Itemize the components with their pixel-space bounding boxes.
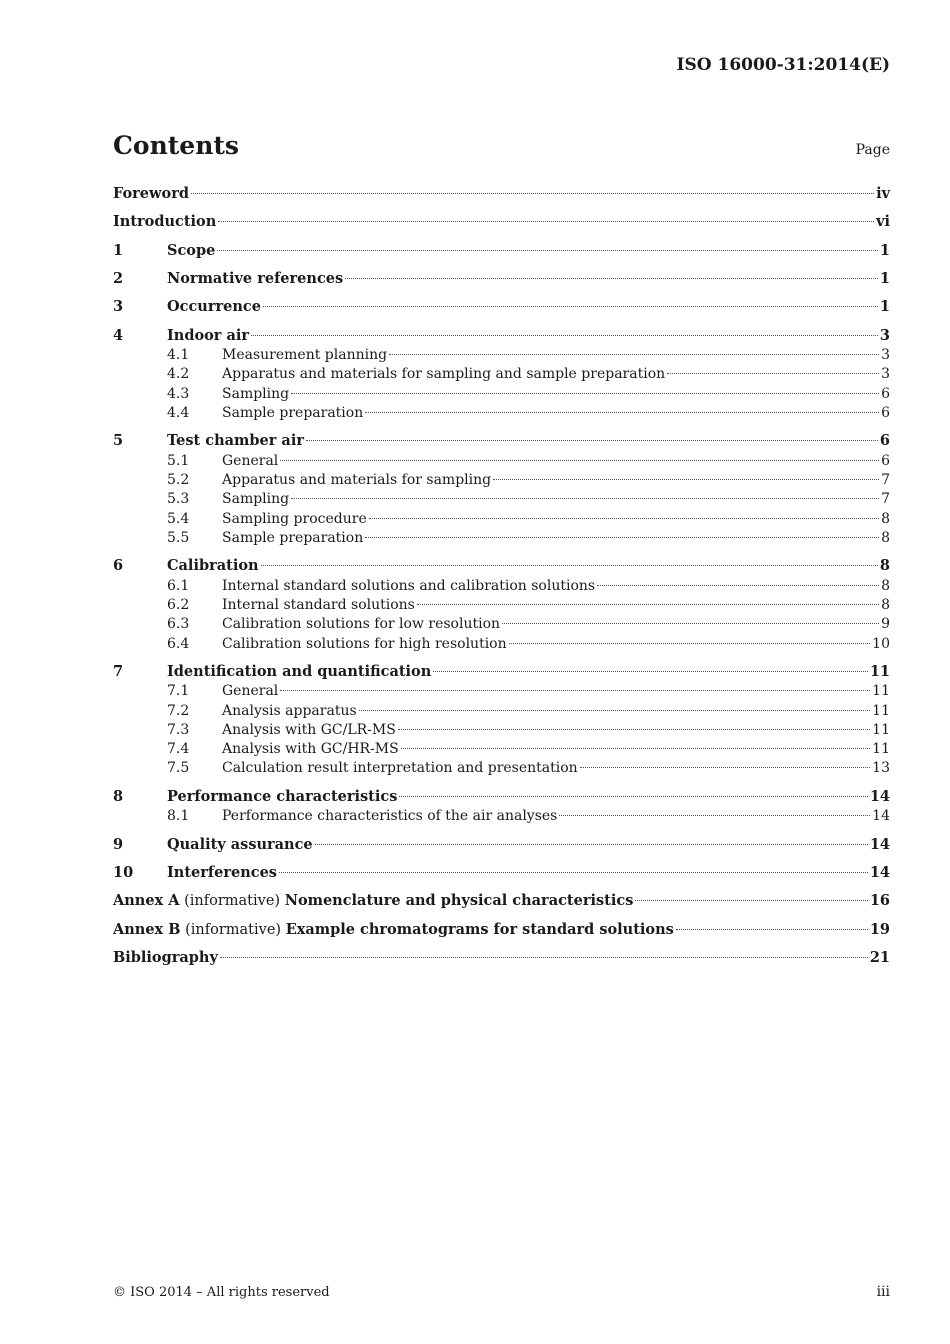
toc-entry-page: vi bbox=[876, 213, 890, 230]
toc-entry-title: Calibration solutions for low resolution bbox=[222, 616, 501, 632]
toc-entry-title: Performance characteristics bbox=[167, 788, 398, 805]
toc-entry-title: Sample preparation bbox=[222, 530, 364, 546]
toc-entry[interactable] bbox=[113, 805, 890, 827]
toc-entry[interactable] bbox=[113, 680, 890, 702]
dot-leader bbox=[251, 335, 878, 336]
toc-entry-number: 5.2 bbox=[167, 472, 190, 488]
toc-entry-number: 7.1 bbox=[167, 683, 190, 699]
dot-leader bbox=[263, 306, 878, 307]
toc-entry-number: 9 bbox=[113, 836, 124, 853]
dot-leader bbox=[369, 518, 879, 519]
toc-entry-number: 1 bbox=[113, 242, 124, 259]
toc-entry-title: Sampling bbox=[222, 386, 290, 402]
toc-entry[interactable] bbox=[113, 757, 890, 779]
toc-entry-title: Indoor air bbox=[167, 327, 250, 344]
toc-entry-title: General bbox=[222, 683, 279, 699]
dot-leader bbox=[261, 565, 878, 566]
toc-entry-page: 11 bbox=[872, 703, 890, 719]
dot-leader bbox=[433, 671, 868, 672]
toc-entry-number: 8 bbox=[113, 788, 124, 805]
toc-entry-page: 6 bbox=[879, 432, 890, 449]
toc-entry-number: 7.4 bbox=[167, 741, 190, 757]
toc-entry-title: Sampling procedure bbox=[222, 511, 367, 527]
toc-entry-page: 14 bbox=[872, 808, 890, 824]
toc-entry-title: Calculation result interpretation and presentation bbox=[222, 760, 578, 776]
dot-leader bbox=[580, 767, 870, 768]
toc-entry-page: 19 bbox=[869, 921, 890, 938]
toc-entry[interactable] bbox=[113, 527, 890, 549]
toc-entry-page: 1 bbox=[879, 242, 890, 259]
toc-entry-title: Sampling bbox=[222, 491, 290, 507]
toc-entry-page: 11 bbox=[869, 663, 890, 680]
toc-entry-page: 3 bbox=[879, 327, 890, 344]
toc-entry-page: 1 bbox=[879, 270, 890, 287]
toc-entry-page: 6 bbox=[881, 386, 890, 402]
toc-entry-page: 11 bbox=[872, 683, 890, 699]
dot-leader bbox=[635, 900, 867, 901]
toc-entry-page: 6 bbox=[881, 453, 890, 469]
toc-entry-number: 8.1 bbox=[167, 808, 190, 824]
toc-entry-title: Analysis with GC/LR-MS bbox=[222, 722, 396, 738]
toc-entry[interactable] bbox=[113, 890, 890, 912]
toc-entry-page: 11 bbox=[872, 741, 890, 757]
toc-entry-title: Analysis with GC/HR-MS bbox=[222, 741, 399, 757]
annex-label: Annex A bbox=[113, 892, 180, 909]
page-number: iii bbox=[876, 1284, 890, 1300]
toc-entry[interactable] bbox=[113, 488, 890, 510]
toc-entry-title bbox=[113, 919, 674, 941]
toc-entry-page: 8 bbox=[879, 557, 890, 574]
toc-entry-page: 13 bbox=[872, 760, 890, 776]
toc-entry-number: 5 bbox=[113, 432, 124, 449]
toc-entry[interactable] bbox=[113, 947, 890, 969]
dot-leader bbox=[676, 929, 868, 930]
annex-type: (informative) bbox=[179, 893, 285, 909]
dot-leader bbox=[345, 278, 878, 279]
dot-leader bbox=[365, 537, 879, 538]
toc-entry-title: Test chamber air bbox=[167, 432, 304, 449]
toc-entry[interactable] bbox=[113, 633, 890, 655]
toc-entry-number: 7.2 bbox=[167, 703, 190, 719]
dot-leader bbox=[667, 373, 879, 374]
dot-leader bbox=[509, 643, 871, 644]
dot-leader bbox=[217, 250, 878, 251]
dot-leader bbox=[493, 479, 879, 480]
dot-leader bbox=[559, 815, 870, 816]
toc-entry-page: 10 bbox=[872, 636, 890, 652]
toc-entry-number: 7 bbox=[113, 663, 124, 680]
toc-entry-title: Performance characteristics of the air analyses bbox=[222, 808, 558, 824]
dot-leader bbox=[401, 748, 870, 749]
toc-entry-number: 10 bbox=[113, 864, 134, 881]
toc-entry-number: 6 bbox=[113, 557, 124, 574]
annex-title: Example chromatograms for standard solutions bbox=[285, 921, 674, 938]
toc-entry[interactable] bbox=[113, 240, 890, 262]
toc-entry-title: Bibliography bbox=[113, 949, 218, 966]
toc-entry-number: 4.4 bbox=[167, 405, 190, 421]
copyright-notice: © ISO 2014 – All rights reserved bbox=[113, 1285, 330, 1300]
toc-entry-title: Occurrence bbox=[167, 298, 261, 315]
toc-entry-title: Sample preparation bbox=[222, 405, 364, 421]
toc-entry-page: 8 bbox=[881, 530, 890, 546]
dot-leader bbox=[291, 498, 879, 499]
toc-entry-page: 6 bbox=[881, 405, 890, 421]
toc-entry-title: Calibration solutions for high resolution bbox=[222, 636, 507, 652]
toc-entry[interactable] bbox=[113, 296, 890, 318]
toc-entry[interactable] bbox=[113, 183, 890, 205]
contents-heading: Contents bbox=[113, 131, 240, 160]
toc-entry[interactable] bbox=[113, 430, 890, 452]
toc-entry-number: 7.5 bbox=[167, 760, 190, 776]
toc-entry[interactable] bbox=[113, 919, 890, 941]
toc-entry-title: Quality assurance bbox=[167, 836, 313, 853]
toc-entry-title: Normative references bbox=[167, 270, 344, 287]
toc-entry-page: 3 bbox=[881, 366, 890, 382]
dot-leader bbox=[280, 690, 870, 691]
toc-entry-title: Apparatus and materials for sampling and sample preparation bbox=[222, 366, 666, 382]
toc-entry-number: 4.1 bbox=[167, 347, 190, 363]
toc-entry[interactable] bbox=[113, 555, 890, 577]
dot-leader bbox=[191, 193, 874, 194]
toc-entry[interactable] bbox=[113, 862, 890, 884]
page-column-label: Page bbox=[855, 142, 890, 158]
toc-entry-number: 5.1 bbox=[167, 453, 190, 469]
toc-entry-number: 2 bbox=[113, 270, 124, 287]
toc-entry-page: 14 bbox=[869, 788, 890, 805]
toc-entry-number: 5.3 bbox=[167, 491, 190, 507]
dot-leader bbox=[417, 604, 879, 605]
toc-entry-title bbox=[113, 890, 633, 912]
toc-entry-number: 7.3 bbox=[167, 722, 190, 738]
toc-entry-page: 8 bbox=[881, 511, 890, 527]
toc-entry-number: 4.3 bbox=[167, 386, 190, 402]
dot-leader bbox=[359, 710, 871, 711]
toc-entry-page: 14 bbox=[869, 864, 890, 881]
toc-entry-number: 6.3 bbox=[167, 616, 190, 632]
annex-label: Annex B bbox=[113, 921, 181, 938]
dot-leader bbox=[399, 796, 867, 797]
toc-entry-number: 4 bbox=[113, 327, 124, 344]
toc-entry-title: Measurement planning bbox=[222, 347, 388, 363]
document-id: ISO 16000-31:2014(E) bbox=[676, 55, 890, 75]
toc-entry-title: Analysis apparatus bbox=[222, 703, 357, 719]
dot-leader bbox=[365, 412, 879, 413]
toc-entry-page: 3 bbox=[881, 347, 890, 363]
toc-entry-title: Introduction bbox=[113, 213, 217, 230]
dot-leader bbox=[218, 221, 874, 222]
toc-entry-page: 16 bbox=[869, 892, 890, 909]
toc-entry-number: 6.1 bbox=[167, 578, 190, 594]
toc-entry-number: 4.2 bbox=[167, 366, 190, 382]
toc-entry-title: Internal standard solutions and calibration solutions bbox=[222, 578, 596, 594]
toc-entry[interactable] bbox=[113, 834, 890, 856]
dot-leader bbox=[398, 729, 870, 730]
dot-leader bbox=[315, 844, 868, 845]
dot-leader bbox=[280, 460, 879, 461]
toc-entry-number: 5.4 bbox=[167, 511, 190, 527]
toc-entry-title: Apparatus and materials for sampling bbox=[222, 472, 492, 488]
dot-leader bbox=[220, 957, 868, 958]
toc-entry-page: 11 bbox=[872, 722, 890, 738]
toc-entry-page: iv bbox=[876, 185, 890, 202]
toc-entry[interactable] bbox=[113, 211, 890, 233]
dot-leader bbox=[597, 585, 879, 586]
toc-entry-number: 5.5 bbox=[167, 530, 190, 546]
toc-entry[interactable] bbox=[113, 363, 890, 385]
toc-entry-page: 14 bbox=[869, 836, 890, 853]
toc-entry-page: 7 bbox=[881, 491, 890, 507]
annex-type: (informative) bbox=[180, 922, 286, 938]
toc-entry-page: 8 bbox=[881, 597, 890, 613]
toc-entry-number: 6.2 bbox=[167, 597, 190, 613]
toc-entry[interactable] bbox=[113, 268, 890, 290]
toc-entry-title: Scope bbox=[167, 242, 216, 259]
dot-leader bbox=[306, 440, 878, 441]
dot-leader bbox=[389, 354, 879, 355]
dot-leader bbox=[502, 623, 879, 624]
dot-leader bbox=[279, 872, 868, 873]
toc-entry-title: Interferences bbox=[167, 864, 277, 881]
toc-entry-title: Calibration bbox=[167, 557, 259, 574]
toc-entry-page: 21 bbox=[869, 949, 890, 966]
toc-entry-title: Foreword bbox=[113, 185, 189, 202]
toc-entry[interactable] bbox=[113, 402, 890, 424]
toc-entry-title: General bbox=[222, 453, 279, 469]
toc-entry-page: 7 bbox=[881, 472, 890, 488]
dot-leader bbox=[291, 393, 879, 394]
toc-entry[interactable] bbox=[113, 613, 890, 635]
toc-entry-title: Identification and quantification bbox=[167, 663, 432, 680]
toc-entry-title: Internal standard solutions bbox=[222, 597, 415, 613]
toc-entry-page: 8 bbox=[881, 578, 890, 594]
toc-entry-page: 9 bbox=[881, 616, 890, 632]
annex-title: Nomenclature and physical characteristics bbox=[284, 892, 634, 909]
toc-entry-number: 3 bbox=[113, 298, 124, 315]
toc-entry-page: 1 bbox=[879, 298, 890, 315]
toc-entry-number: 6.4 bbox=[167, 636, 190, 652]
